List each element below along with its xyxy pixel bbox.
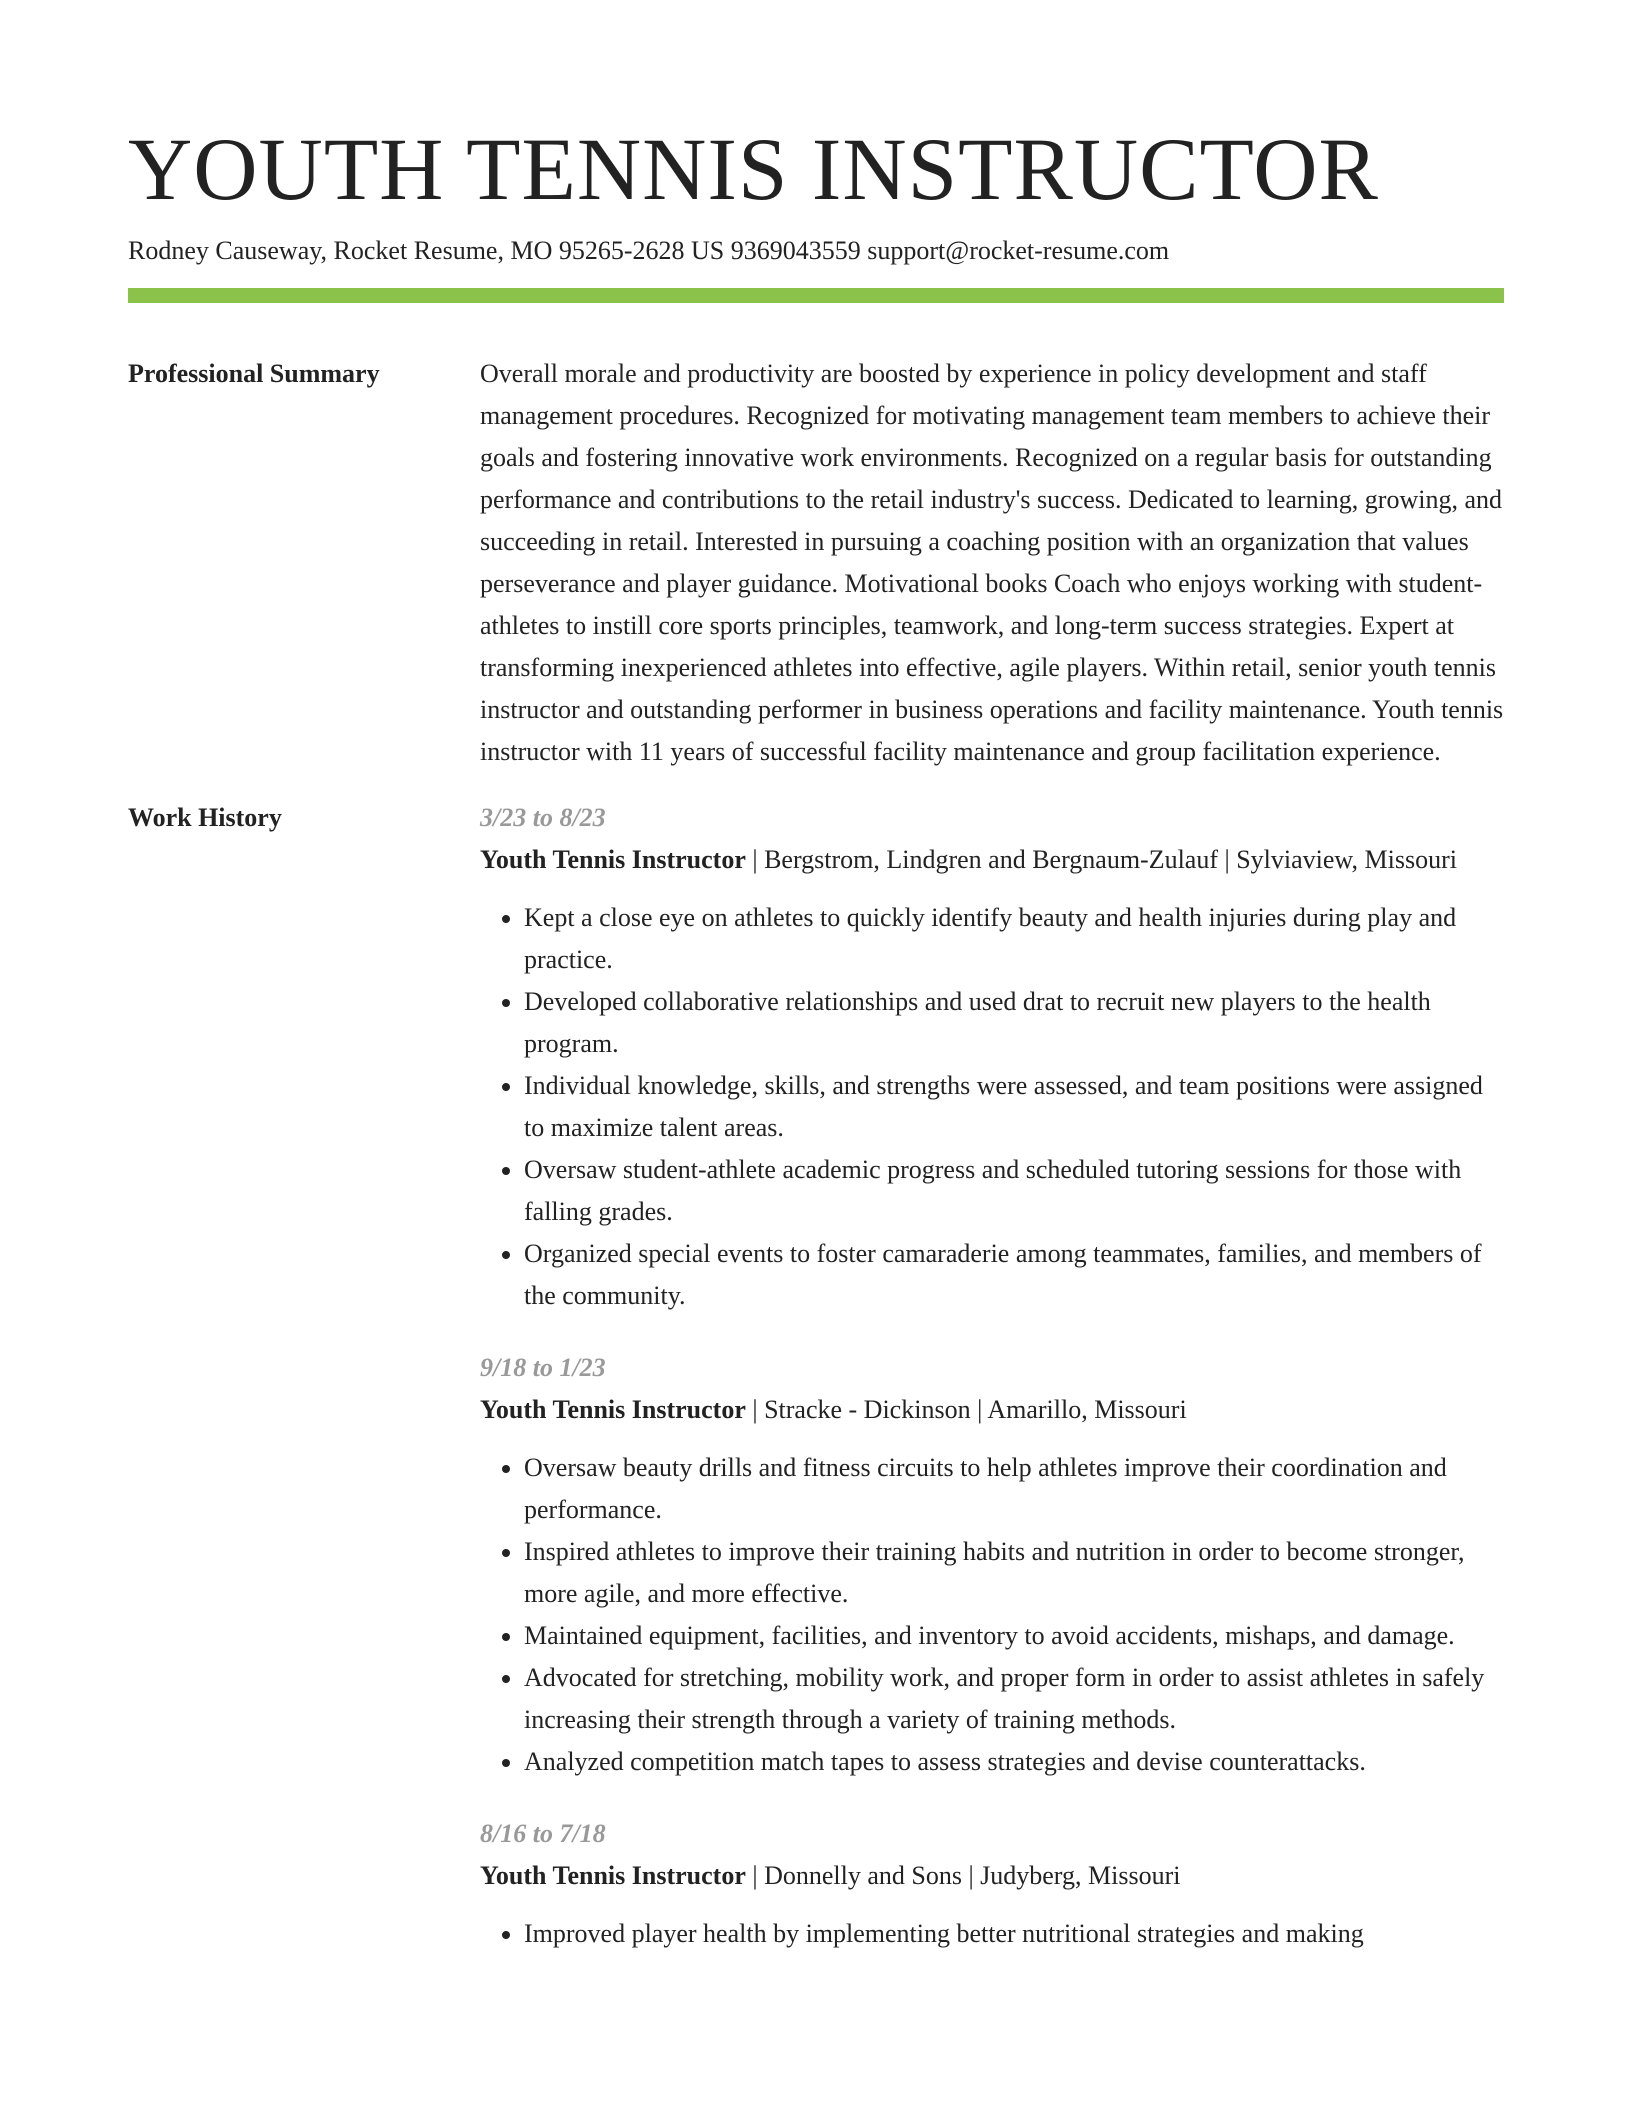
summary-section xyxy=(128,353,1504,773)
job-bullet: • Analyzed competition match tapes to assess strategies and devise counterattacks. xyxy=(524,1741,1504,1783)
job-entry xyxy=(480,797,1504,1317)
contact-line: Rodney Causeway, Rocket Resume, MO 95265-2628 US 9369043559 support@rocket-resume.com xyxy=(128,236,1170,265)
job-heading xyxy=(480,1389,1504,1431)
job-heading xyxy=(480,839,1504,881)
work-history-section xyxy=(128,797,1504,1985)
job-dates: 9/18 to 1/23 xyxy=(480,1353,606,1382)
job-bullets xyxy=(480,1913,1504,1955)
job-employer-location: | Donnelly and Sons | Judyberg, Missouri xyxy=(745,1861,1181,1890)
job-bullet: • Kept a close eye on athletes to quickly identify beauty and health injuries during play and practice. xyxy=(524,897,1504,981)
job-heading xyxy=(480,1855,1504,1897)
job-bullet: • Inspired athletes to improve their training habits and nutrition in order to become stronger, more agile, and more effective. xyxy=(524,1531,1504,1615)
job-bullet: • Oversaw student-athlete academic progress and scheduled tutoring sessions for those with falling grades. xyxy=(524,1149,1504,1233)
resume-title: YOUTH TENNIS INSTRUCTOR xyxy=(128,121,1379,219)
summary-body xyxy=(480,353,1504,773)
job-title: Youth Tennis Instructor xyxy=(480,1861,746,1890)
job-bullet: • Organized special events to foster camaraderie among teammates, families, and members of the community. xyxy=(524,1233,1504,1317)
job-bullet: • Advocated for stretching, mobility work, and proper form in order to assist athletes in safely increasing their strength through a variety of training methods. xyxy=(524,1657,1504,1741)
job-entry xyxy=(480,1813,1504,1955)
summary-text: Overall morale and productivity are boosted by experience in policy development and staff management procedures. Recognized for motivating management team members to achieve their goals and fostering innovative work environments. Recognized on a regular basis for outstanding performance and contributions to the retail industry's success. Dedicated to learning, growing, and succeeding in retail. Interested in pursuing a coaching position with an organization that values perseverance and player guidance. Motivational books Coach who enjoys working with student-athletes to instill core sports principles, teamwork, and long-term success strategies. Expert at transforming inexperienced athletes into effective, agile players. Within retail, senior youth tennis instructor and outstanding performer in business operations and facility maintenance. Youth tennis instructor with 11 years of successful facility maintenance and group facilitation experience. xyxy=(480,359,1504,766)
job-bullets xyxy=(480,897,1504,1317)
job-dates: 3/23 to 8/23 xyxy=(480,803,606,832)
work-history-label: Work History xyxy=(128,803,282,832)
job-bullet: • Individual knowledge, skills, and strengths were assessed, and team positions were assigned to maximize talent areas. xyxy=(524,1065,1504,1149)
summary-label: Professional Summary xyxy=(128,359,380,388)
job-title: Youth Tennis Instructor xyxy=(480,845,746,874)
job-bullet: • Maintained equipment, facilities, and inventory to avoid accidents, mishaps, and damage. xyxy=(524,1615,1504,1657)
job-dates: 8/16 to 7/18 xyxy=(480,1819,606,1848)
job-bullet: • Oversaw beauty drills and fitness circuits to help athletes improve their coordination and performance. xyxy=(524,1447,1504,1531)
work-history-body xyxy=(480,797,1504,1985)
job-bullet: • Developed collaborative relationships and used drat to recruit new players to the health program. xyxy=(524,981,1504,1065)
job-employer-location: | Bergstrom, Lindgren and Bergnaum-Zulauf | Sylviaview, Missouri xyxy=(745,845,1457,874)
accent-divider xyxy=(128,288,1504,303)
job-bullets xyxy=(480,1447,1504,1783)
job-bullet: • Improved player health by implementing better nutritional strategies and making xyxy=(524,1913,1504,1955)
job-employer-location: | Stracke - Dickinson | Amarillo, Missouri xyxy=(745,1395,1187,1424)
resume-page xyxy=(128,0,1504,1985)
job-entry xyxy=(480,1347,1504,1783)
job-title: Youth Tennis Instructor xyxy=(480,1395,746,1424)
